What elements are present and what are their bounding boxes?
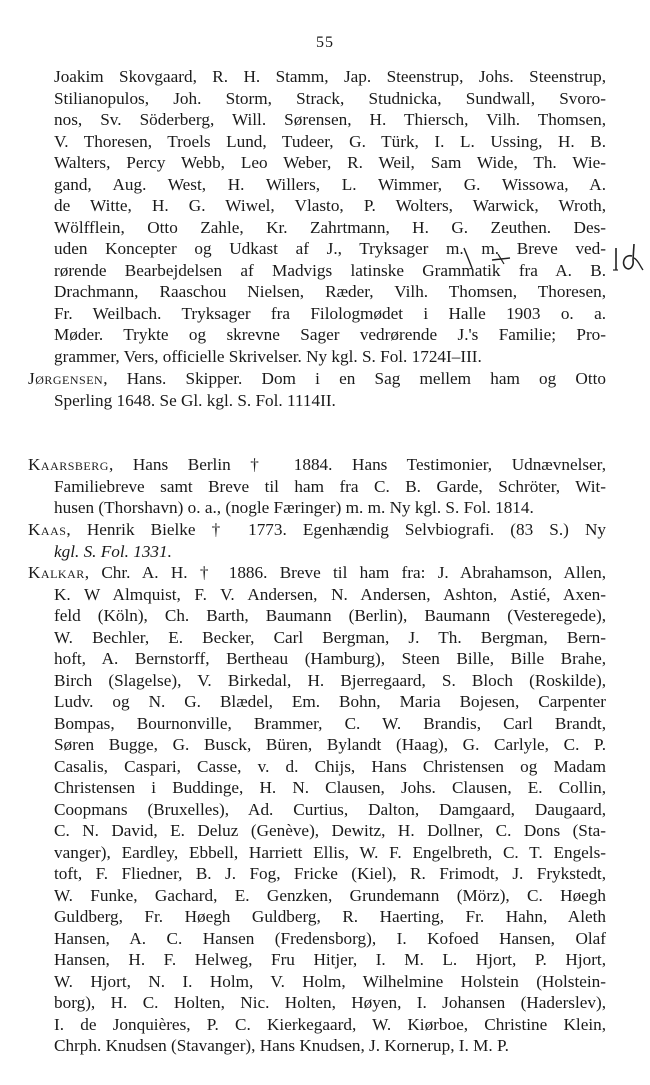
entry-text: , Hans Berlin † 1884. Hans Testimonier, Udnævnelser,: [108, 455, 606, 474]
entry-text-line: rørende Bearbejdelsen af Madvigs latinske Grammatik fra A. B.: [54, 260, 606, 280]
entry-text-line: Fr. Weilbach. Tryksager fra Filologmødet i Halle 1903 o. a.: [54, 303, 606, 323]
entry-text-line: nos, Sv. Söderberg, Will. Sørensen, H. Thiersch, Vilh. Thomsen,: [54, 110, 606, 129]
handwritten-margin-note-icon: [612, 240, 646, 274]
entry-text: kgl. S. Fol. 1331.: [54, 541, 172, 561]
entry-text-line: Joakim Skovgaard, R. H. Stamm, Jap. Steenstrup, Johs. Steenstrup,: [54, 67, 606, 86]
entry-text-line: W. Hjort, N. I. Holm, V. Holm, Wilhelmine Holstein (Holstein-: [54, 971, 606, 991]
entry-text-line: toft, F. Fliedner, B. J. Fog, Fricke (Kiel), R. Frimodt, J. Frykstedt,: [54, 864, 606, 883]
entry-text: , Henrik Bielke † 1773. Egenhændig Selvbiografi. (83 S.) Ny: [66, 520, 606, 539]
entry-text: husen (Thorshavn) o. a., (nogle Færinger) m. m. Ny kgl. S. Fol. 1814.: [54, 498, 534, 517]
entry-text-line: W. Bechler, E. Becker, Carl Bergman, J. Th. Bergman, Bern-: [54, 627, 606, 647]
entry-text-line: Wölfflein, Otto Zahle, Kr. Zahrtmann, H. G. Zeuthen. Des-: [54, 217, 606, 237]
entry-kalkar: [28, 562, 606, 1057]
entry-heading: Kaarsberg: [28, 455, 109, 474]
entry-text-line: Søren Bugge, G. Busck, Büren, Bylandt (Haag), G. Carlyle, C. P.: [54, 735, 606, 754]
entry-text-line: Guldberg, Fr. Høegh Guldberg, R. Haerting, Fr. Hahn, Aleth: [54, 907, 606, 926]
entry-text-line: I. de Jonquières, P. C. Kierkegaard, W. Kiørboe, Christine Klein,: [54, 1014, 606, 1034]
page-number: 55: [316, 34, 334, 51]
entry-text-line: Ludv. og N. G. Blædel, Em. Bohn, Maria Bojesen, Carpenter: [54, 692, 606, 711]
entry-text-line: borg), H. C. Holten, Nic. Holten, Høyen, I. Johansen (Haderslev),: [54, 993, 606, 1012]
entry-text-line: Christensen i Buddinge, H. N. Clausen, Johs. Clausen, E. Collin,: [54, 778, 606, 797]
entry-kaas: [28, 519, 606, 562]
entry-text-line: Casalis, Caspari, Casse, v. d. Chijs, Hans Christensen og Madam: [54, 756, 606, 776]
entry-text-line: gand, Aug. West, H. Willers, L. Wimmer, G. Wissowa, A.: [54, 174, 606, 194]
entry-text: , Chr. A. H. † 1886. Breve til ham fra: J. Abrahamson, Allen,: [84, 563, 606, 582]
entry-heading: Kaas: [28, 520, 67, 539]
entry-heading: Kalkar: [28, 563, 85, 582]
entry-text: Familiebreve samt Breve til ham fra C. B. Garde, Schröter, Wit-: [54, 476, 606, 496]
entry-text-line: Birch (Slagelse), V. Birkedal, H. Bjerregaard, S. Bloch (Roskilde),: [54, 670, 606, 690]
entry-text-line: Stilianopulos, Joh. Storm, Strack, Studnicka, Sundwall, Svoro-: [54, 88, 606, 108]
entry-text-line: C. N. David, E. Deluz (Genève), Dewitz, H. Dollner, C. Dons (Sta-: [54, 821, 606, 840]
entry-text-line: Bompas, Bournonville, Brammer, C. W. Brandis, Carl Brandt,: [54, 713, 606, 733]
entry-text: , Hans. Skipper. Dom i en Sag mellem ham og Otto: [103, 369, 606, 388]
entry-continuation: [28, 66, 606, 367]
entry-text-line: hoft, A. Bernstorff, Bertheau (Hamburg), Steen Bille, Bille Brahe,: [54, 649, 606, 668]
entry-jorgensen: [28, 368, 606, 411]
entry-text-line: de Witte, H. G. Wiwel, Vlasto, P. Wolters, Warwick, Wroth,: [54, 196, 606, 215]
entry-text: Sperling 1648. Se Gl. kgl. S. Fol. 1114II.: [54, 390, 336, 410]
entry-text-line: K. W Almquist, F. V. Andersen, N. Andersen, Ashton, Astié, Axen-: [54, 584, 606, 604]
entry-text-line: vanger), Eardley, Ebbell, Harriett Ellis, W. F. Engelbreth, C. T. Engels-: [54, 842, 606, 862]
entry-text-line: Hansen, H. F. Helweg, Fru Hitjer, I. M. L. Hjort, P. Hjort,: [54, 950, 606, 969]
entry-text-line: uden Koncepter og Udkast af J., Tryksager m. m. Breve ved-: [54, 239, 606, 258]
handwritten-insertion-mark-icon: [462, 246, 522, 270]
entry-text-line: W. Funke, Gachard, E. Genzken, Grundemann (Mörz), C. Høegh: [54, 885, 606, 905]
entry-text-line: Møder. Trykte og skrevne Sager vedrørende J.'s Familie; Pro-: [54, 325, 606, 344]
entry-heading: Jørgensen: [28, 369, 104, 388]
entry-text-line: Walters, Percy Webb, Leo Weber, R. Weil, Sam Wide, Th. Wie-: [54, 153, 606, 172]
entry-text-line: Hansen, A. C. Hansen (Fredensborg), I. Kofoed Hansen, Olaf: [54, 928, 606, 948]
entry-text-line: Coopmans (Bruxelles), Ad. Curtius, Dalton, Damgaard, Daugaard,: [54, 799, 606, 819]
entry-text-line: Chrph. Knudsen (Stavanger), Hans Knudsen, J. Kornerup, I. M. P.: [54, 1036, 509, 1055]
entry-text-line: Drachmann, Raaschou Nielsen, Ræder, Vilh. Thomsen, Thoresen,: [54, 282, 606, 301]
entry-kaarsberg: [28, 454, 606, 519]
entry-text-line: feld (Köln), Ch. Barth, Baumann (Berlin), Baumann (Vesteregede),: [54, 606, 606, 625]
entry-text-line: grammer, Vers, officielle Skrivelser. Ny kgl. S. Fol. 1724I–III.: [54, 346, 482, 366]
entry-text-line: V. Thoresen, Troels Lund, Tudeer, G. Türk, I. L. Ussing, H. B.: [54, 131, 606, 151]
